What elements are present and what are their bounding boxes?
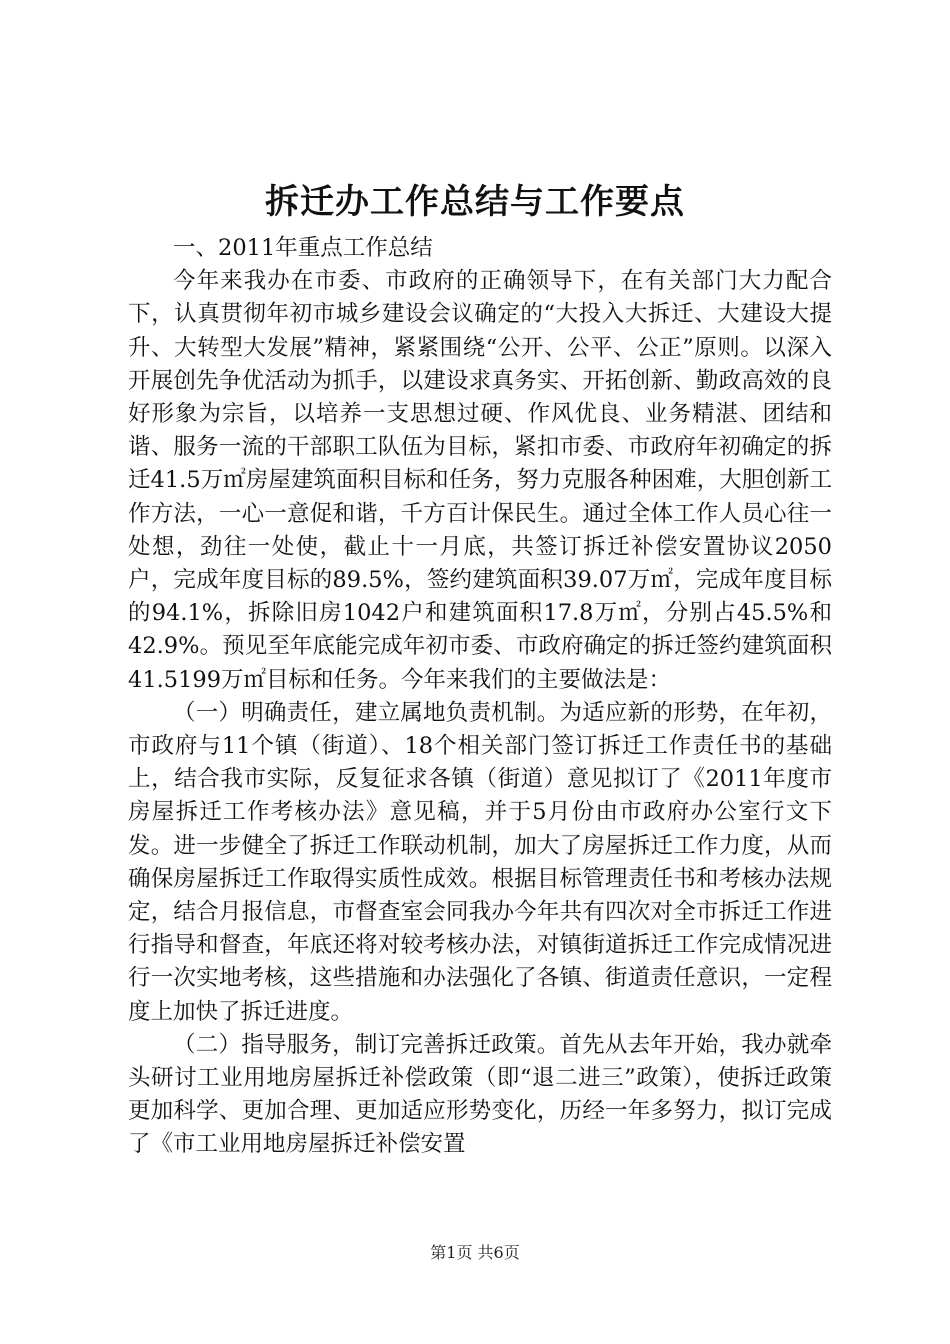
document-body xyxy=(128,232,832,1162)
document-title: 拆迁办工作总结与工作要点 xyxy=(265,182,685,222)
body-paragraph-2: （一）明确责任，建立属地负责机制。为适应新的形势，在年初，市政府与11个镇（街道）、18个相关部门签订拆迁工作责任书的基础上，结合我市实际，反复征求各镇（街道）意见拟订了《2011年度市房屋拆迁工作考核办法》意见稿，并于5月份由市政府办公室行文下发。进一步健全了拆迁工作联动机制，加大了房屋拆迁工作力度，从而确保房屋拆迁工作取得实质性成效。根据目标管理责任书和考核办法规定，结合月报信息，市督查室会同我办今年共有四次对全市拆迁工作进行指导和督查，年底还将对较考核办法，对镇街道拆迁工作完成情况进行一次实地考核，这些措施和办法强化了各镇、街道责任意识，一定程度上加快了拆迁进度。 xyxy=(128,699,832,1025)
body-paragraph-3: （二）指导服务，制订完善拆迁政策。首先从去年开始，我办就牵头研讨工业用地房屋拆迁补偿政策（即“退二进三”政策），使拆迁政策更加科学、更加合理、更加适应形势变化，历经一年多努力，拟订完成了《市工业用地房屋拆迁补偿安置 xyxy=(128,1031,832,1158)
body-paragraph-1: 今年来我办在市委、市政府的正确领导下，在有关部门大力配合下，认真贯彻年初市城乡建设会议确定的“大投入大拆迁、大建设大提升、大转型大发展”精神，紧紧围绕“公开、公平、公正”原则。以深入开展创先争优活动为抓手，以建设求真务实、开拓创新、勤政高效的良好形象为宗旨，以培养一支思想过硬、作风优良、业务精湛、团结和谐、服务一流的干部职工队伍为目标，紧扣市委、市政府年初确定的拆迁41.5万㎡房屋建筑面积目标和任务，努力克服各种困难，大胆创新工作方法，一心一意促和谐，千方百计保民生。通过全体工作人员心往一处想，劲往一处使，截止十一月底，共签订拆迁补偿安置协议2050户，完成年度目标的89.5%，签约建筑面积39.07万㎡，完成年度目标的94.1%，拆除旧房1042户和建筑面积17.8万㎡，分别占45.5%和42.9%。预见至年底能完成年初市委、市政府确定的拆迁签约建筑面积41.5199万㎡目标和任务。今年来我们的主要做法是： xyxy=(128,268,832,693)
section-heading: 一、2011年重点工作总结 xyxy=(173,235,433,261)
page-number-footer: 第1页 共6页 xyxy=(430,1243,520,1262)
